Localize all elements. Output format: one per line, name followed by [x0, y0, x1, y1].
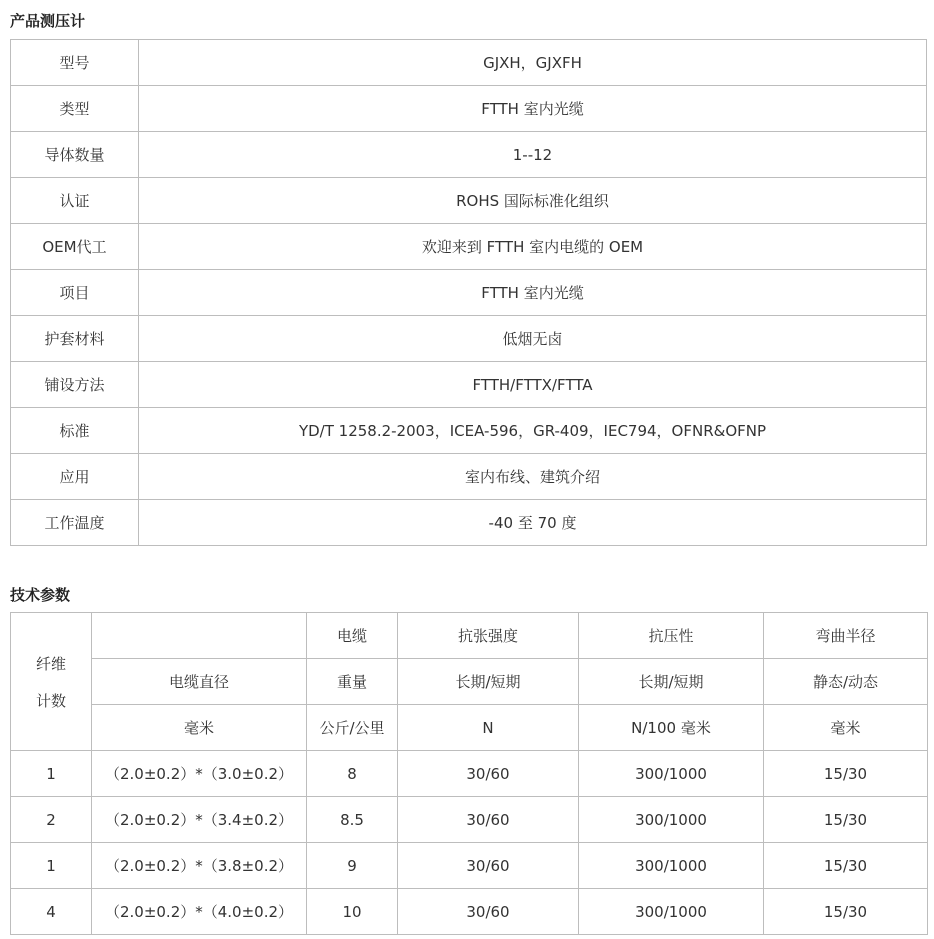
tensile-subheader: 长期/短期 — [398, 659, 579, 705]
table-row — [11, 270, 927, 316]
tensile-cell: 30/60 — [398, 797, 579, 843]
diameter-header: 电缆直径 — [92, 659, 307, 705]
spec-label: 标准 — [11, 408, 139, 454]
spec-label: 导体数量 — [11, 132, 139, 178]
spec-value: GJXH，GJXFH — [139, 40, 927, 86]
product-spec-table — [10, 39, 927, 546]
header-row — [11, 705, 928, 751]
spec-label: 类型 — [11, 86, 139, 132]
table-row — [11, 224, 927, 270]
spec-value: 低烟无卤 — [139, 316, 927, 362]
crush-cell: 300/1000 — [579, 889, 764, 935]
table-row — [11, 178, 927, 224]
spec-value: FTTH 室内光缆 — [139, 86, 927, 132]
spec-value: 室内布线、建筑介绍 — [139, 454, 927, 500]
spec-label: 项目 — [11, 270, 139, 316]
crush-cell: 300/1000 — [579, 797, 764, 843]
bend-header: 弯曲半径 — [764, 613, 928, 659]
tensile-unit: N — [398, 705, 579, 751]
header-row — [11, 659, 928, 705]
spec-label: OEM代工 — [11, 224, 139, 270]
diameter-cell: （2.0±0.2）*（3.4±0.2） — [92, 797, 307, 843]
diameter-header-blank — [92, 613, 307, 659]
spec-label: 工作温度 — [11, 500, 139, 546]
spec-value: -40 至 70 度 — [139, 500, 927, 546]
table-row — [11, 797, 928, 843]
table-row — [11, 362, 927, 408]
crush-header: 抗压性 — [579, 613, 764, 659]
bend-cell: 15/30 — [764, 751, 928, 797]
bend-cell: 15/30 — [764, 843, 928, 889]
spec-label: 型号 — [11, 40, 139, 86]
crush-cell: 300/1000 — [579, 751, 764, 797]
spec-label: 应用 — [11, 454, 139, 500]
weight-cell: 10 — [307, 889, 398, 935]
fiber-count-cell: 2 — [11, 797, 92, 843]
table-row — [11, 40, 927, 86]
bend-unit: 毫米 — [764, 705, 928, 751]
spec-value: 欢迎来到 FTTH 室内电缆的 OEM — [139, 224, 927, 270]
tensile-header: 抗张强度 — [398, 613, 579, 659]
fiber-count-cell: 4 — [11, 889, 92, 935]
tensile-cell: 30/60 — [398, 843, 579, 889]
bend-subheader: 静态/动态 — [764, 659, 928, 705]
spec-value: FTTH/FTTX/FTTA — [139, 362, 927, 408]
fiber-count-cell: 1 — [11, 751, 92, 797]
crush-cell: 300/1000 — [579, 843, 764, 889]
spec-label: 认证 — [11, 178, 139, 224]
bend-cell: 15/30 — [764, 889, 928, 935]
table-row — [11, 889, 928, 935]
diameter-cell: （2.0±0.2）*（4.0±0.2） — [92, 889, 307, 935]
spec-value: FTTH 室内光缆 — [139, 270, 927, 316]
header-row — [11, 613, 928, 659]
diameter-cell: （2.0±0.2）*（3.8±0.2） — [92, 843, 307, 889]
table-row — [11, 408, 927, 454]
spec-section-title: 产品测压计 — [10, 12, 86, 30]
tech-section-title: 技术参数 — [10, 586, 71, 604]
fiber-count-header — [11, 613, 92, 751]
table-row — [11, 454, 927, 500]
fiber-count-cell: 1 — [11, 843, 92, 889]
spec-value: ROHS 国际标准化组织 — [139, 178, 927, 224]
spec-value: 1--12 — [139, 132, 927, 178]
fiber-count-header-line1: 纤维 — [35, 654, 66, 673]
tensile-cell: 30/60 — [398, 889, 579, 935]
spec-label: 铺设方法 — [11, 362, 139, 408]
table-row — [11, 86, 927, 132]
crush-unit: N/100 毫米 — [579, 705, 764, 751]
diameter-unit: 毫米 — [92, 705, 307, 751]
weight-cell: 9 — [307, 843, 398, 889]
diameter-cell: （2.0±0.2）*（3.0±0.2） — [92, 751, 307, 797]
bend-cell: 15/30 — [764, 797, 928, 843]
spec-value: YD/T 1258.2-2003，ICEA-596，GR-409，IEC794，OFNR&OFNP — [139, 408, 927, 454]
table-row — [11, 500, 927, 546]
table-row — [11, 751, 928, 797]
table-row — [11, 843, 928, 889]
crush-subheader: 长期/短期 — [579, 659, 764, 705]
table-row — [11, 316, 927, 362]
weight-header-line1: 电缆 — [307, 613, 398, 659]
fiber-count-header-line2: 计数 — [35, 691, 66, 710]
weight-header-line2: 重量 — [307, 659, 398, 705]
tensile-cell: 30/60 — [398, 751, 579, 797]
weight-cell: 8.5 — [307, 797, 398, 843]
spec-label: 护套材料 — [11, 316, 139, 362]
technical-parameters-table — [10, 612, 928, 935]
weight-unit: 公斤/公里 — [307, 705, 398, 751]
table-row — [11, 132, 927, 178]
weight-cell: 8 — [307, 751, 398, 797]
